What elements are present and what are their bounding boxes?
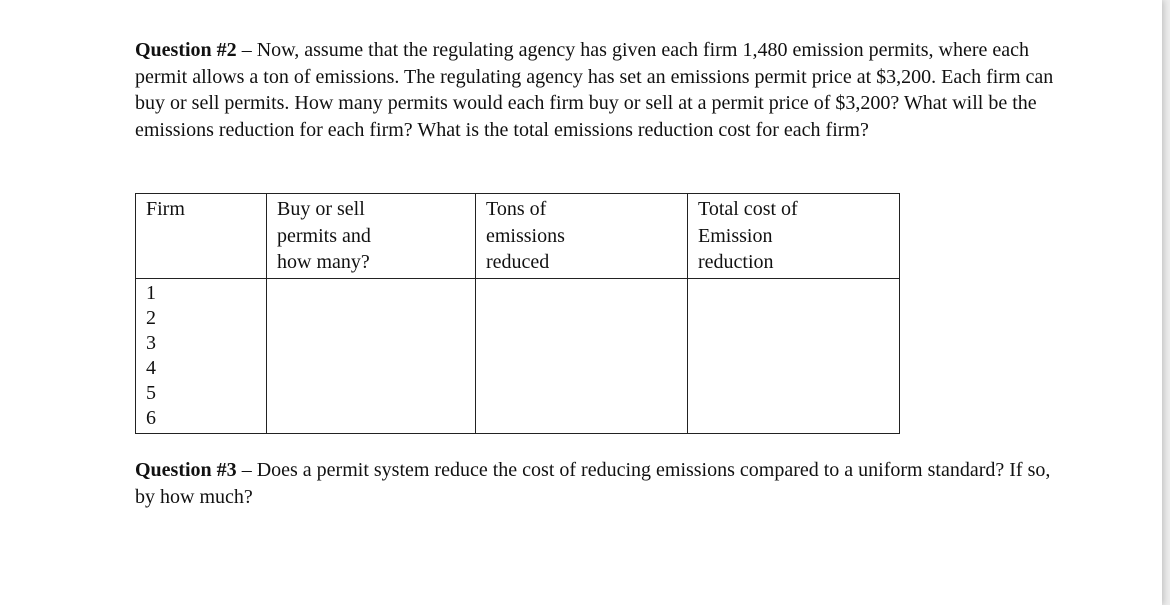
firm-number: 5: [146, 381, 156, 404]
header-buy-or-sell: [267, 194, 476, 279]
firm-number: 1: [146, 281, 156, 304]
firm-number: 6: [146, 406, 156, 429]
question-3-paragraph: [135, 457, 1075, 510]
header-firm-label: Firm: [146, 198, 185, 220]
question-2-text: – Now, assume that the regulating agency has given each firm 1,480 emission permits, where each permit allows a ton of emissions. The regulating agency has set an emissions permit price at $3,200. Each firm can buy or sell permits. How many permits would each firm buy or sell at a permit price of $3,200? What will be the emissions reduction for each firm? What is the total emissions reduction cost for each firm?: [135, 39, 1054, 141]
firm-number: 4: [146, 356, 156, 379]
header-buy-line-1: Buy or sell: [277, 198, 365, 220]
header-firm: [136, 194, 267, 279]
header-tons-line-3: reduced: [486, 251, 550, 273]
question-2-paragraph: [135, 37, 1060, 143]
header-cost-line-2: Emission: [698, 224, 773, 247]
header-buy-line-3: how many?: [277, 251, 370, 273]
header-tons-line-1: Tons of: [486, 198, 547, 220]
question-3-text: – Does a permit system reduce the cost of reducing emissions compared to a uniform standard? If so, by how much?: [135, 459, 1051, 508]
firm-number: 3: [146, 331, 156, 354]
header-buy-line-2: permits and: [277, 224, 371, 247]
header-tons-line-2: emissions: [486, 224, 565, 247]
header-total-cost: [688, 194, 900, 279]
total-cost-answer-cell[interactable]: [688, 278, 900, 433]
header-tons-reduced: [476, 194, 688, 279]
buy-or-sell-answer-cell[interactable]: [267, 278, 476, 433]
answer-table: [135, 193, 900, 434]
table-header-row: [136, 194, 900, 279]
header-cost-line-1: Total cost of: [698, 198, 798, 220]
header-cost-line-3: reduction: [698, 251, 774, 273]
firm-number-cell: [136, 278, 267, 433]
question-2-label: Question #2: [135, 39, 237, 61]
table-row: [136, 278, 900, 433]
firm-number: 2: [146, 306, 156, 329]
question-3-label: Question #3: [135, 459, 237, 481]
tons-reduced-answer-cell[interactable]: [476, 278, 688, 433]
question-2-block: [135, 37, 1075, 143]
